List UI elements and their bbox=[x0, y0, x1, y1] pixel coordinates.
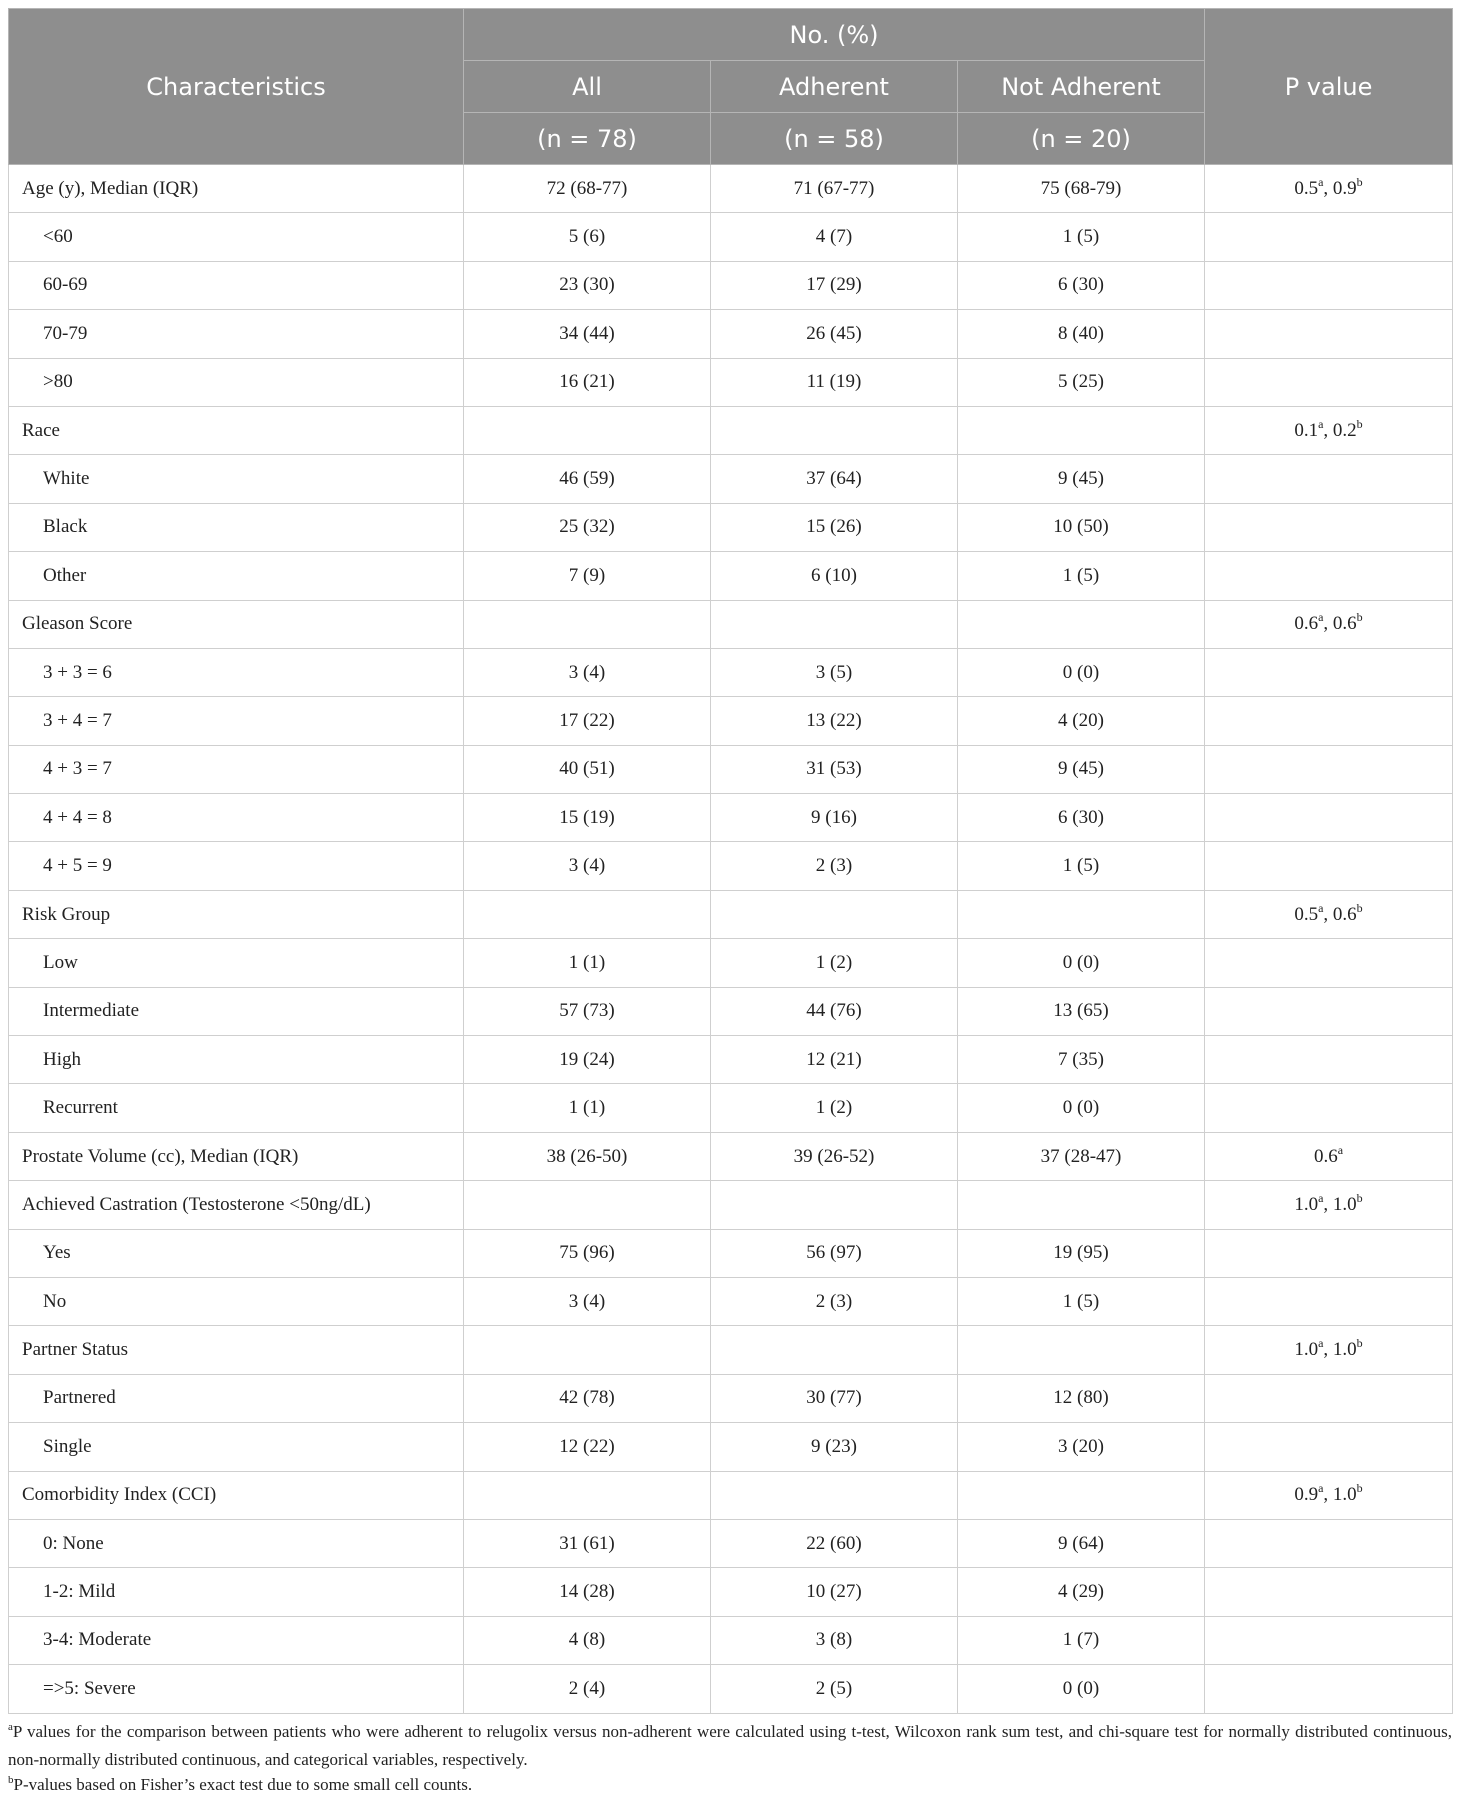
row-label: 0: None bbox=[9, 1519, 464, 1567]
cell-all: 38 (26-50) bbox=[464, 1132, 711, 1180]
cell-not-adherent bbox=[958, 1181, 1205, 1229]
table-group-row bbox=[9, 600, 1453, 648]
p-value-superscript: b bbox=[1356, 1190, 1363, 1205]
cell-p-value bbox=[1205, 1181, 1453, 1229]
table-group-row bbox=[9, 890, 1453, 938]
p-value-superscript: a bbox=[1318, 1190, 1324, 1205]
cell-not-adherent bbox=[958, 890, 1205, 938]
row-label: 4 + 4 = 8 bbox=[9, 794, 464, 842]
cell-all: 15 (19) bbox=[464, 794, 711, 842]
header-n-all: (n = 78) bbox=[464, 113, 711, 165]
cell-not-adherent: 1 (5) bbox=[958, 1277, 1205, 1325]
table-group-row bbox=[9, 1326, 1453, 1374]
row-label: Other bbox=[9, 552, 464, 600]
row-label: Comorbidity Index (CCI) bbox=[9, 1471, 464, 1519]
table-group-row bbox=[9, 406, 1453, 454]
table-row bbox=[9, 745, 1453, 793]
footnote-text: P-values based on Fisher’s exact test due to some small cell counts. bbox=[13, 1774, 473, 1794]
header-col-adherent: Adherent bbox=[711, 61, 958, 113]
cell-adherent: 2 (3) bbox=[711, 1277, 958, 1325]
table-group-row bbox=[9, 165, 1453, 213]
cell-adherent: 22 (60) bbox=[711, 1519, 958, 1567]
cell-adherent: 37 (64) bbox=[711, 455, 958, 503]
characteristics-table bbox=[8, 8, 1453, 1714]
cell-adherent: 71 (67-77) bbox=[711, 165, 958, 213]
cell-p-value bbox=[1205, 1665, 1453, 1713]
p-value-superscript: b bbox=[1356, 1481, 1363, 1496]
cell-p-value bbox=[1205, 1616, 1453, 1664]
cell-adherent bbox=[711, 600, 958, 648]
table-row bbox=[9, 1568, 1453, 1616]
cell-not-adherent: 0 (0) bbox=[958, 648, 1205, 696]
cell-all: 17 (22) bbox=[464, 697, 711, 745]
table-row bbox=[9, 842, 1453, 890]
row-label: Achieved Castration (Testosterone <50ng/dL) bbox=[9, 1181, 464, 1229]
footnote bbox=[8, 1772, 1452, 1800]
table-row bbox=[9, 794, 1453, 842]
cell-adherent: 1 (2) bbox=[711, 1084, 958, 1132]
cell-adherent: 26 (45) bbox=[711, 310, 958, 358]
row-label: High bbox=[9, 1036, 464, 1084]
row-label: 70-79 bbox=[9, 310, 464, 358]
row-label: Gleason Score bbox=[9, 600, 464, 648]
table-row bbox=[9, 455, 1453, 503]
table-row bbox=[9, 1423, 1453, 1471]
cell-p-value bbox=[1205, 1423, 1453, 1471]
cell-adherent: 6 (10) bbox=[711, 552, 958, 600]
cell-p-value bbox=[1205, 1471, 1453, 1519]
cell-all bbox=[464, 1181, 711, 1229]
cell-adherent: 11 (19) bbox=[711, 358, 958, 406]
cell-all: 19 (24) bbox=[464, 1036, 711, 1084]
cell-p-value bbox=[1205, 1326, 1453, 1374]
cell-p-value bbox=[1205, 455, 1453, 503]
cell-adherent: 44 (76) bbox=[711, 987, 958, 1035]
cell-not-adherent: 12 (80) bbox=[958, 1374, 1205, 1422]
p-value-text: 1.0 bbox=[1294, 1193, 1319, 1215]
cell-all: 46 (59) bbox=[464, 455, 711, 503]
header-n-not-adherent: (n = 20) bbox=[958, 113, 1205, 165]
table-row bbox=[9, 1616, 1453, 1664]
cell-not-adherent: 10 (50) bbox=[958, 503, 1205, 551]
table-row bbox=[9, 310, 1453, 358]
cell-adherent bbox=[711, 1471, 958, 1519]
cell-adherent: 31 (53) bbox=[711, 745, 958, 793]
cell-adherent: 39 (26-52) bbox=[711, 1132, 958, 1180]
table-row bbox=[9, 261, 1453, 309]
cell-all: 2 (4) bbox=[464, 1665, 711, 1713]
cell-p-value bbox=[1205, 1229, 1453, 1277]
row-label: 4 + 3 = 7 bbox=[9, 745, 464, 793]
p-value-text: 0.5 bbox=[1294, 177, 1319, 199]
cell-p-value bbox=[1205, 1277, 1453, 1325]
row-label: 60-69 bbox=[9, 261, 464, 309]
cell-all bbox=[464, 600, 711, 648]
table-row bbox=[9, 1084, 1453, 1132]
footnote-mark: a bbox=[8, 1720, 13, 1733]
cell-all: 42 (78) bbox=[464, 1374, 711, 1422]
row-label: Single bbox=[9, 1423, 464, 1471]
cell-all: 7 (9) bbox=[464, 552, 711, 600]
p-value-text: 1.0 bbox=[1294, 1339, 1319, 1361]
p-value-superscript: b bbox=[1356, 610, 1363, 625]
cell-adherent: 9 (16) bbox=[711, 794, 958, 842]
p-value-text: 0.6 bbox=[1294, 613, 1319, 635]
p-value-superscript: b bbox=[1356, 900, 1363, 915]
p-value-text: , 0.2 bbox=[1323, 419, 1357, 441]
cell-not-adherent bbox=[958, 406, 1205, 454]
cell-all: 25 (32) bbox=[464, 503, 711, 551]
header-group: No. (%) bbox=[464, 9, 1205, 61]
row-label: Intermediate bbox=[9, 987, 464, 1035]
cell-all: 34 (44) bbox=[464, 310, 711, 358]
cell-adherent: 12 (21) bbox=[711, 1036, 958, 1084]
p-value-superscript: b bbox=[1356, 1336, 1363, 1351]
cell-all: 23 (30) bbox=[464, 261, 711, 309]
cell-not-adherent: 9 (45) bbox=[958, 455, 1205, 503]
p-value-text: 0.1 bbox=[1294, 419, 1319, 441]
cell-p-value bbox=[1205, 890, 1453, 938]
cell-adherent bbox=[711, 406, 958, 454]
table-row bbox=[9, 552, 1453, 600]
cell-all: 3 (4) bbox=[464, 842, 711, 890]
p-value-superscript: a bbox=[1318, 416, 1324, 431]
cell-all: 72 (68-77) bbox=[464, 165, 711, 213]
cell-p-value bbox=[1205, 987, 1453, 1035]
row-label: No bbox=[9, 1277, 464, 1325]
cell-all: 1 (1) bbox=[464, 1084, 711, 1132]
p-value-superscript: a bbox=[1318, 900, 1324, 915]
cell-p-value bbox=[1205, 600, 1453, 648]
cell-not-adherent: 6 (30) bbox=[958, 794, 1205, 842]
cell-adherent: 3 (5) bbox=[711, 648, 958, 696]
table-row bbox=[9, 213, 1453, 261]
cell-p-value bbox=[1205, 697, 1453, 745]
cell-not-adherent: 9 (64) bbox=[958, 1519, 1205, 1567]
cell-not-adherent: 5 (25) bbox=[958, 358, 1205, 406]
table-row bbox=[9, 1229, 1453, 1277]
cell-p-value bbox=[1205, 1036, 1453, 1084]
cell-adherent: 10 (27) bbox=[711, 1568, 958, 1616]
row-label: Race bbox=[9, 406, 464, 454]
table-row bbox=[9, 648, 1453, 696]
row-label: 3 + 3 = 6 bbox=[9, 648, 464, 696]
cell-adherent: 15 (26) bbox=[711, 503, 958, 551]
header-characteristics: Characteristics bbox=[9, 9, 464, 165]
cell-adherent: 56 (97) bbox=[711, 1229, 958, 1277]
cell-not-adherent: 0 (0) bbox=[958, 1665, 1205, 1713]
cell-all: 5 (6) bbox=[464, 213, 711, 261]
table-row bbox=[9, 1036, 1453, 1084]
cell-p-value bbox=[1205, 310, 1453, 358]
cell-p-value bbox=[1205, 1568, 1453, 1616]
cell-not-adherent: 1 (5) bbox=[958, 842, 1205, 890]
cell-adherent: 17 (29) bbox=[711, 261, 958, 309]
cell-not-adherent bbox=[958, 1471, 1205, 1519]
cell-all: 12 (22) bbox=[464, 1423, 711, 1471]
p-value-text: , 0.9 bbox=[1323, 177, 1357, 199]
footnote bbox=[8, 1719, 1452, 1772]
p-value-text: 0.5 bbox=[1294, 903, 1319, 925]
footnote-text: P values for the comparison between patients who were adherent to relugolix versus non-adherent were calculated using t-test, Wilcoxon rank sum test, and chi-square test for normally distributed continuous, non-normally distributed continuous, and categorical variables, respectively. bbox=[8, 1721, 1452, 1769]
cell-p-value bbox=[1205, 745, 1453, 793]
p-value-superscript: a bbox=[1318, 610, 1324, 625]
cell-all: 4 (8) bbox=[464, 1616, 711, 1664]
cell-p-value bbox=[1205, 1519, 1453, 1567]
cell-p-value bbox=[1205, 1374, 1453, 1422]
cell-all: 14 (28) bbox=[464, 1568, 711, 1616]
row-label: 4 + 5 = 9 bbox=[9, 842, 464, 890]
cell-adherent: 2 (5) bbox=[711, 1665, 958, 1713]
row-label: Low bbox=[9, 939, 464, 987]
cell-p-value bbox=[1205, 794, 1453, 842]
row-label: 1-2: Mild bbox=[9, 1568, 464, 1616]
cell-not-adherent: 1 (5) bbox=[958, 552, 1205, 600]
row-label: Recurrent bbox=[9, 1084, 464, 1132]
cell-not-adherent: 19 (95) bbox=[958, 1229, 1205, 1277]
table-row bbox=[9, 697, 1453, 745]
table-row bbox=[9, 1374, 1453, 1422]
cell-p-value bbox=[1205, 261, 1453, 309]
cell-not-adherent: 4 (20) bbox=[958, 697, 1205, 745]
cell-adherent bbox=[711, 890, 958, 938]
cell-not-adherent: 37 (28-47) bbox=[958, 1132, 1205, 1180]
cell-not-adherent: 0 (0) bbox=[958, 939, 1205, 987]
row-label: Prostate Volume (cc), Median (IQR) bbox=[9, 1132, 464, 1180]
p-value-superscript: b bbox=[1356, 416, 1363, 431]
p-value-text: , 0.6 bbox=[1323, 613, 1357, 635]
cell-adherent: 30 (77) bbox=[711, 1374, 958, 1422]
table-container bbox=[8, 8, 1452, 1800]
cell-adherent: 3 (8) bbox=[711, 1616, 958, 1664]
cell-p-value bbox=[1205, 1084, 1453, 1132]
cell-all: 1 (1) bbox=[464, 939, 711, 987]
cell-all: 57 (73) bbox=[464, 987, 711, 1035]
row-label: >80 bbox=[9, 358, 464, 406]
table-row bbox=[9, 503, 1453, 551]
cell-p-value bbox=[1205, 165, 1453, 213]
row-label: =>5: Severe bbox=[9, 1665, 464, 1713]
header-col-all: All bbox=[464, 61, 711, 113]
cell-not-adherent: 9 (45) bbox=[958, 745, 1205, 793]
cell-p-value bbox=[1205, 648, 1453, 696]
cell-all: 3 (4) bbox=[464, 1277, 711, 1325]
table-body bbox=[9, 165, 1453, 1714]
cell-p-value bbox=[1205, 842, 1453, 890]
p-value-superscript: a bbox=[1337, 1142, 1344, 1157]
row-label: Partnered bbox=[9, 1374, 464, 1422]
header-n-adherent: (n = 58) bbox=[711, 113, 958, 165]
p-value-text: , 1.0 bbox=[1323, 1339, 1357, 1361]
cell-not-adherent: 1 (7) bbox=[958, 1616, 1205, 1664]
row-label: Partner Status bbox=[9, 1326, 464, 1374]
table-row bbox=[9, 358, 1453, 406]
cell-p-value bbox=[1205, 503, 1453, 551]
cell-adherent bbox=[711, 1181, 958, 1229]
footnotes bbox=[8, 1719, 1452, 1800]
table-group-row bbox=[9, 1181, 1453, 1229]
header-p-value: P value bbox=[1205, 9, 1453, 165]
cell-adherent: 13 (22) bbox=[711, 697, 958, 745]
cell-p-value bbox=[1205, 213, 1453, 261]
p-value-text: 0.9 bbox=[1294, 1484, 1319, 1506]
cell-all: 3 (4) bbox=[464, 648, 711, 696]
table-group-row bbox=[9, 1132, 1453, 1180]
cell-all: 40 (51) bbox=[464, 745, 711, 793]
cell-adherent: 1 (2) bbox=[711, 939, 958, 987]
cell-all: 31 (61) bbox=[464, 1519, 711, 1567]
cell-p-value bbox=[1205, 552, 1453, 600]
cell-all: 16 (21) bbox=[464, 358, 711, 406]
cell-adherent: 9 (23) bbox=[711, 1423, 958, 1471]
row-label: Risk Group bbox=[9, 890, 464, 938]
p-value-superscript: b bbox=[1356, 174, 1363, 189]
row-label: Black bbox=[9, 503, 464, 551]
cell-all bbox=[464, 1326, 711, 1374]
cell-p-value bbox=[1205, 406, 1453, 454]
row-label: <60 bbox=[9, 213, 464, 261]
cell-adherent: 2 (3) bbox=[711, 842, 958, 890]
cell-adherent bbox=[711, 1326, 958, 1374]
p-value-text: , 1.0 bbox=[1323, 1484, 1357, 1506]
p-value-text: , 1.0 bbox=[1323, 1193, 1357, 1215]
footnote-mark: b bbox=[8, 1773, 14, 1786]
row-label: 3-4: Moderate bbox=[9, 1616, 464, 1664]
table-row bbox=[9, 1277, 1453, 1325]
cell-not-adherent bbox=[958, 1326, 1205, 1374]
cell-p-value bbox=[1205, 358, 1453, 406]
cell-not-adherent: 6 (30) bbox=[958, 261, 1205, 309]
header-col-not-adherent: Not Adherent bbox=[958, 61, 1205, 113]
cell-not-adherent: 75 (68-79) bbox=[958, 165, 1205, 213]
cell-p-value bbox=[1205, 939, 1453, 987]
row-label: 3 + 4 = 7 bbox=[9, 697, 464, 745]
p-value-text: , 0.6 bbox=[1323, 903, 1357, 925]
cell-not-adherent: 4 (29) bbox=[958, 1568, 1205, 1616]
p-value-text: 0.6 bbox=[1313, 1145, 1338, 1167]
row-label: White bbox=[9, 455, 464, 503]
table-header bbox=[9, 9, 1453, 165]
cell-p-value bbox=[1205, 1132, 1453, 1180]
cell-all bbox=[464, 1471, 711, 1519]
cell-not-adherent: 3 (20) bbox=[958, 1423, 1205, 1471]
cell-not-adherent: 1 (5) bbox=[958, 213, 1205, 261]
cell-adherent: 4 (7) bbox=[711, 213, 958, 261]
cell-all bbox=[464, 406, 711, 454]
table-row bbox=[9, 1519, 1453, 1567]
cell-all: 75 (96) bbox=[464, 1229, 711, 1277]
table-row bbox=[9, 939, 1453, 987]
cell-not-adherent: 0 (0) bbox=[958, 1084, 1205, 1132]
row-label: Yes bbox=[9, 1229, 464, 1277]
table-group-row bbox=[9, 1471, 1453, 1519]
cell-not-adherent: 8 (40) bbox=[958, 310, 1205, 358]
cell-all bbox=[464, 890, 711, 938]
row-label: Age (y), Median (IQR) bbox=[9, 165, 464, 213]
table-row bbox=[9, 987, 1453, 1035]
p-value-superscript: a bbox=[1318, 1336, 1324, 1351]
p-value-superscript: a bbox=[1318, 174, 1324, 189]
cell-not-adherent: 7 (35) bbox=[958, 1036, 1205, 1084]
cell-not-adherent bbox=[958, 600, 1205, 648]
p-value-superscript: a bbox=[1318, 1481, 1324, 1496]
table-row bbox=[9, 1665, 1453, 1713]
cell-not-adherent: 13 (65) bbox=[958, 987, 1205, 1035]
